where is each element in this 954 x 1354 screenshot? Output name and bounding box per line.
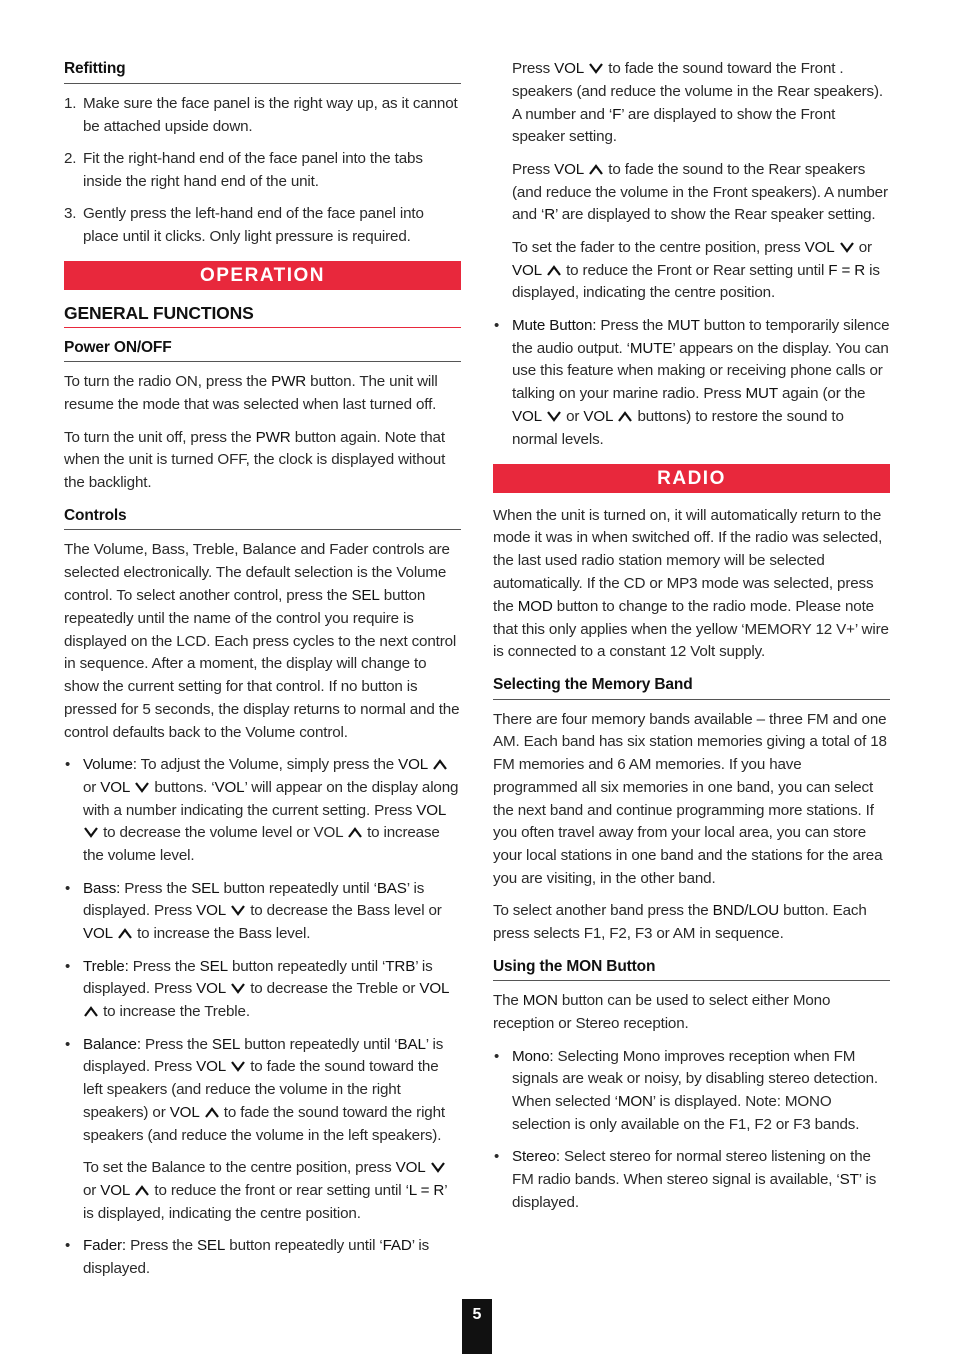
paragraph: The Volume, Bass, Treble, Balance and Fader controls are selected electronically. The default selection is the Volume control. To select another control, press the SEL button repeatedly until the name of the control you require is displayed on the LCD. Each press cycles to the next control in sequence. After a moment, the display will change to show the current setting for that control. If no button is pressed for 5 seconds, the display returns to normal and the control defaults back to the Volume control. [64,541,460,741]
list-item-bass: • Bass: Press the SEL button repeatedly until ‘BAS’ is displayed. Press VOL to decrease the Bass level or VOL to increase the Bass level. [65,879,442,943]
paragraph: To turn the unit off, press the PWR button again. Note that when the unit is turned OFF, the clock is displayed without the backlight. [64,428,446,492]
section-heading-refitting: Refitting [64,58,461,84]
paragraph: To turn the radio ON, press the PWR button. The unit will resume the mode that was selected when last turned off. [64,373,438,414]
list-item-mute: • Mute Button: Press the MUT button to temporarily silence the audio output. ‘MUTE’ appears on the display. You can use this feature when making or receiving phone calls or talking on your marine radio. Press MUT again (or the VOL or VOL buttons) to restore the sound to normal levels. [494,316,890,448]
list-item-volume: • Volume: To adjust the Volume, simply press the VOL or VOL buttons. ‘VOL’ will appear on the display along with a number indicating the current setting. Press VOL to decrease the volume level or VOL to increase the volume level. [65,756,459,865]
operation-banner: OPERATION [64,261,461,290]
right-column [493,58,890,1227]
chevron-down-icon [589,63,603,74]
chevron-down-icon [840,242,854,253]
paragraph: Press VOL to fade the sound toward the Front . speakers (and reduce the volume in the Rear speakers). A number and ‘F’ are displayed to show the Front speaker setting. [512,60,883,146]
refitting-steps [64,93,461,249]
list-item-balance: • Balance: Press the SEL button repeatedly until ‘BAL’ is displayed. Press VOL to fade the sound toward the left speakers (and reduce the volume in the right speakers) or VOL to fade the sound toward the right speakers (and reduce the volume in the left speakers). To set the Balance to the centre position, press VOL or VOL to reduce the front or rear setting until ‘L = R’ is displayed, indicating the centre position. [64,1034,461,1226]
chevron-down-icon [84,827,98,838]
general-functions-heading: GENERAL FUNCTIONS [64,302,461,328]
mon-list [493,1046,890,1215]
chevron-up-icon [547,265,561,276]
radio-banner: RADIO [493,464,890,493]
paragraph: The MON button can be used to select either Mono reception or Stereo reception. [493,992,831,1033]
section-heading-memory-band: Selecting the Memory Band [493,674,890,700]
chevron-up-icon [589,164,603,175]
chevron-down-icon [231,983,245,994]
chevron-up-icon [118,928,132,939]
chevron-up-icon [433,759,447,770]
chevron-up-icon [135,1185,149,1196]
paragraph: When the unit is turned on, it will automatically return to the mode it was in when switched off. If the radio was selected, the last used radio station memory will be selected automatically. If the CD or MP3 mode was selected, press the MOD button to change to the radio mode. Please note that this only applies when the yellow ‘MEMORY 12 V+’ wire is connected to a constant 12 Volt supply. [493,506,889,661]
page-number: 5 [462,1299,492,1354]
list-item-stereo: • Stereo: Select stereo for normal stereo listening on the FM radio bands. When stereo signal is available, ‘ST’ is displayed. [494,1148,877,1212]
chevron-down-icon [231,1061,245,1072]
list-item-treble: • Treble: Press the SEL button repeatedly until ‘TRB’ is displayed. Press VOL to decrease the Treble or VOL to increase the Treble. [65,957,450,1021]
paragraph: To set the fader to the centre position, press VOL or VOL to reduce the Front or Rear setting until F = R is displayed, indicating the centre position. [512,238,880,302]
section-heading-mon-button: Using the MON Button [493,956,890,982]
fader-continued [493,58,890,305]
controls-list [64,754,461,1281]
left-column [64,58,461,1293]
paragraph: To set the Balance to the centre position, press VOL or VOL to reduce the front or rear setting until ‘L = R’ is displayed, indicating the centre position. [83,1159,447,1222]
paragraph: Press VOL to fade the sound to the Rear speakers (and reduce the volume in the Front speakers). A number and ‘R’ are displayed to show the Rear speaker setting. [512,160,888,224]
chevron-up-icon [84,1006,98,1017]
chevron-up-icon [205,1107,219,1118]
chevron-up-icon [618,411,632,422]
section-heading-controls: Controls [64,505,461,531]
list-item: 1. Make sure the face panel is the right way up, as it cannot be attached upside down. [64,94,458,135]
paragraph: To select another band press the BND/LOU button. Each press selects F1, F2, F3 or AM in sequence. [493,902,867,943]
chevron-down-icon [231,905,245,916]
chevron-down-icon [431,1162,445,1173]
chevron-up-icon [348,827,362,838]
section-heading-power: Power ON/OFF [64,337,461,363]
paragraph: There are four memory bands available – three FM and one AM. Each band has six station memories giving a total of 18 FM memories and 6 AM memories. If you have programmed all six memories in one band, you can select the next band and continue programming more stations. If you often travel away from your local area, you can store your local stations in one band and the stations for the area you are visiting, in the other band. [493,710,887,888]
list-item: 2. Fit the right-hand end of the face panel into the tabs inside the right hand end of the unit. [64,149,423,190]
chevron-down-icon [547,411,561,422]
list-item-fader: • Fader: Press the SEL button repeatedly until ‘FAD’ is displayed. [65,1237,430,1277]
list-item-mono: • Mono: Selecting Mono improves reception when FM signals are weak or noisy, by disabling stereo detection. When selected ‘MON’ is displayed. Note: MONO selection is only available on the F1, F2 or F3 bands. [494,1047,878,1134]
chevron-down-icon [135,782,149,793]
list-item: 3. Gently press the left-hand end of the face panel into place until it clicks. Only light pressure is required. [64,205,424,245]
mute-list [493,315,890,452]
